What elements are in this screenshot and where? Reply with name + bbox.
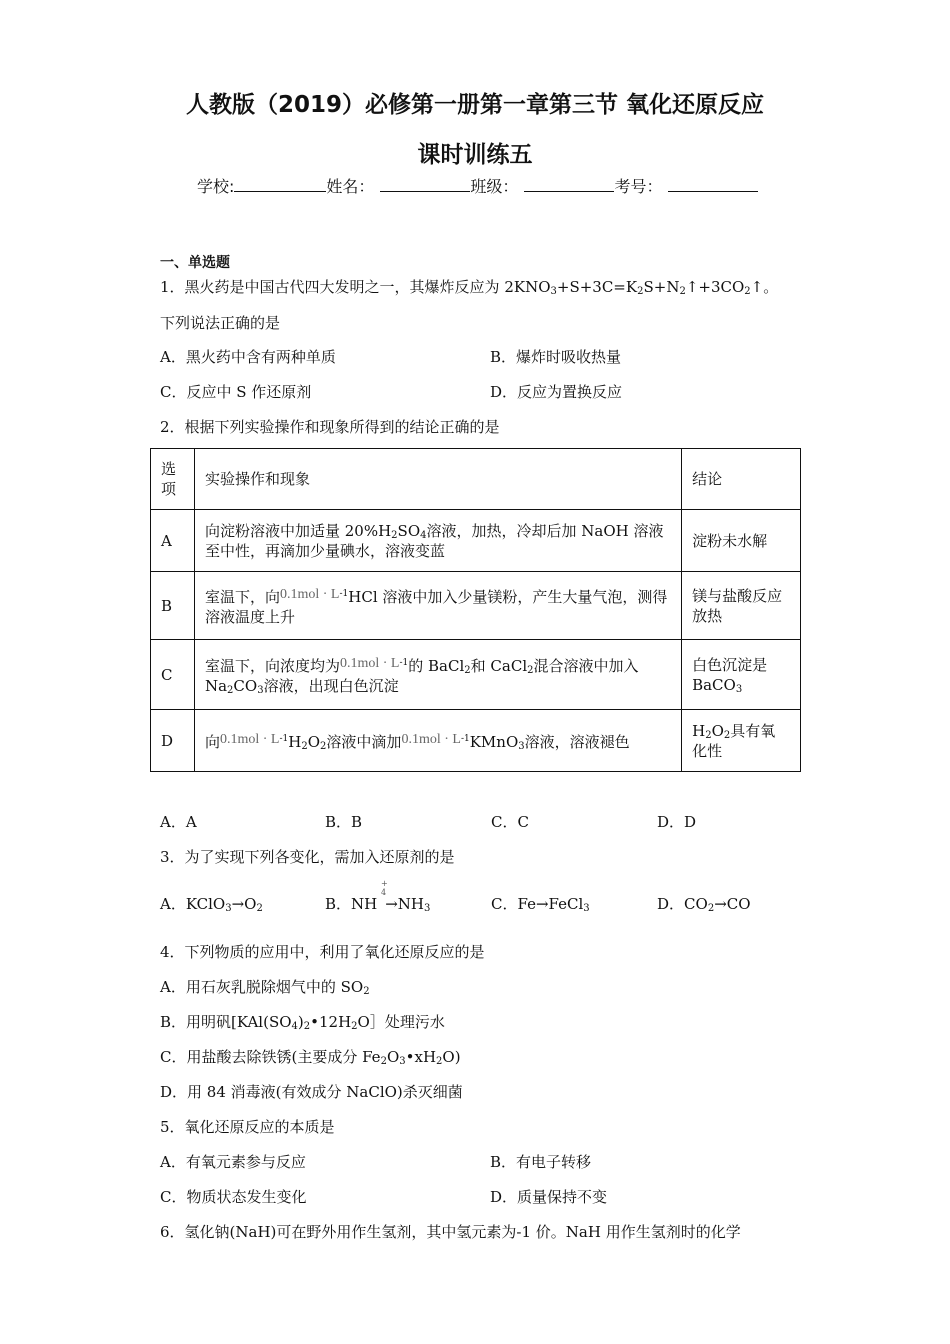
class-blank[interactable]: [524, 177, 614, 192]
table-row: [151, 572, 801, 640]
q1-option-a[interactable]: A．黑火药中含有两种单质: [160, 348, 336, 366]
q2-option-c[interactable]: C．C: [491, 813, 529, 831]
q3-option-d[interactable]: D．$CO_2\to CO$: [657, 895, 751, 914]
row-conclusion: 镁与盐酸反应放热: [682, 572, 801, 640]
experiment-table: [150, 448, 801, 772]
question-3-stem: 3．为了实现下列各变化，需加入还原剂的是: [160, 848, 455, 866]
q4-option-a[interactable]: A．用石灰乳脱除烟气中的 $SO_2$: [160, 978, 370, 997]
q4-option-d[interactable]: D．用 84 消毒液(有效成分 NaClO)杀灭细菌: [160, 1083, 463, 1101]
q2-option-b[interactable]: B．B: [325, 813, 363, 831]
page-title: 人教版（2019）必修第一册第一章第三节 氧化还原反应: [185, 92, 765, 118]
table-header-row: [151, 449, 801, 510]
header-option: 选项: [151, 449, 195, 510]
question-2-stem: 2．根据下列实验操作和现象所得到的结论正确的是: [160, 418, 500, 436]
student-info-row: [197, 174, 758, 197]
q2-option-a[interactable]: A．A: [160, 813, 197, 831]
q3-option-a[interactable]: A．$KClO_3\to O_2$: [160, 895, 263, 914]
row-operation: 室温下，向浓度均为$0.1mol \cdot L^{-1}$的 BaCl$_2$和 CaCl$_2$混合溶液中加入 $Na_2CO_3$溶液，出现白色沉淀: [194, 640, 681, 710]
row-operation: 室温下，向$0.1mol \cdot L^{-1}HCl$ 溶液中加入少量镁粉，产生大量气泡，测得溶液温度上升: [194, 572, 681, 640]
section-heading: 一、单选题: [160, 255, 230, 271]
question-1-stem: 1．黑火药是中国古代四大发明之一，其爆炸反应为 $2KNO_3+S+3C=K_2S+N_2↑+3CO_2↑$。: [160, 278, 779, 297]
row-option: A: [151, 510, 195, 572]
name-blank[interactable]: [380, 177, 470, 192]
name-label: 姓名：: [326, 177, 375, 196]
q4-option-b[interactable]: B．用明矾[$KAl(SO_4)_2•12H_2O]$处理污水: [160, 1013, 445, 1032]
table-row: [151, 640, 801, 710]
school-blank[interactable]: [234, 177, 326, 192]
q1-option-d[interactable]: D．反应为置换反应: [490, 383, 623, 401]
row-conclusion: $H_2O_2$具有氧化性: [682, 710, 801, 772]
row-operation: 向$0.1mol \cdot L^{-1}H_2O_2$溶液中滴加$0.1mol \cdot L^{-1}KMnO_3$溶液，溶液褪色: [194, 710, 681, 772]
row-conclusion: 淀粉未水解: [682, 510, 801, 572]
q3-option-b[interactable]: B．NH + 4 $\to NH_3$: [325, 879, 431, 914]
header-operation: 实验操作和现象: [194, 449, 681, 510]
page-subtitle: 课时训练五: [417, 142, 533, 168]
row-option: D: [151, 710, 195, 772]
q5-option-c[interactable]: C．物质状态发生变化: [160, 1188, 307, 1206]
question-5-stem: 5．氧化还原反应的本质是: [160, 1118, 335, 1136]
question-4-stem: 4．下列物质的应用中，利用了氧化还原反应的是: [160, 943, 485, 961]
header-conclusion: 结论: [682, 449, 801, 510]
q2-option-d[interactable]: D．D: [657, 813, 697, 831]
table-row: [151, 510, 801, 572]
row-option: C: [151, 640, 195, 710]
question-1-prompt: 下列说法正确的是: [160, 314, 281, 332]
q5-option-b[interactable]: B．有电子转移: [490, 1153, 592, 1171]
exam-number-label: 考号：: [614, 177, 663, 196]
row-conclusion: 白色沉淀是 BaCO$_3$: [682, 640, 801, 710]
q1-option-c[interactable]: C．反应中 S 作还原剂: [160, 383, 312, 401]
question-6-stem: 6．氢化钠(NaH)可在野外用作生氢剂，其中氢元素为-1 价。NaH 用作生氢剂时的化学: [160, 1223, 741, 1241]
q4-option-c[interactable]: C．用盐酸去除铁锈(主要成分 $Fe_2O_3•xH_2O$): [160, 1048, 461, 1067]
q5-option-d[interactable]: D．质量保持不变: [490, 1188, 608, 1206]
q5-option-a[interactable]: A．有氧元素参与反应: [160, 1153, 306, 1171]
row-operation: 向淀粉溶液中加适量 $20\%H_2SO_4$溶液，加热，冷却后加 NaOH 溶液至中性，再滴加少量碘水，溶液变蓝: [194, 510, 681, 572]
row-option: B: [151, 572, 195, 640]
q3-option-c[interactable]: C．Fe→FeCl$_3$: [491, 895, 590, 914]
exam-number-blank[interactable]: [668, 177, 758, 192]
q1-option-b[interactable]: B．爆炸时吸收热量: [490, 348, 622, 366]
school-label: 学校:: [197, 177, 235, 196]
table-row: [151, 710, 801, 772]
class-label: 班级：: [470, 177, 519, 196]
